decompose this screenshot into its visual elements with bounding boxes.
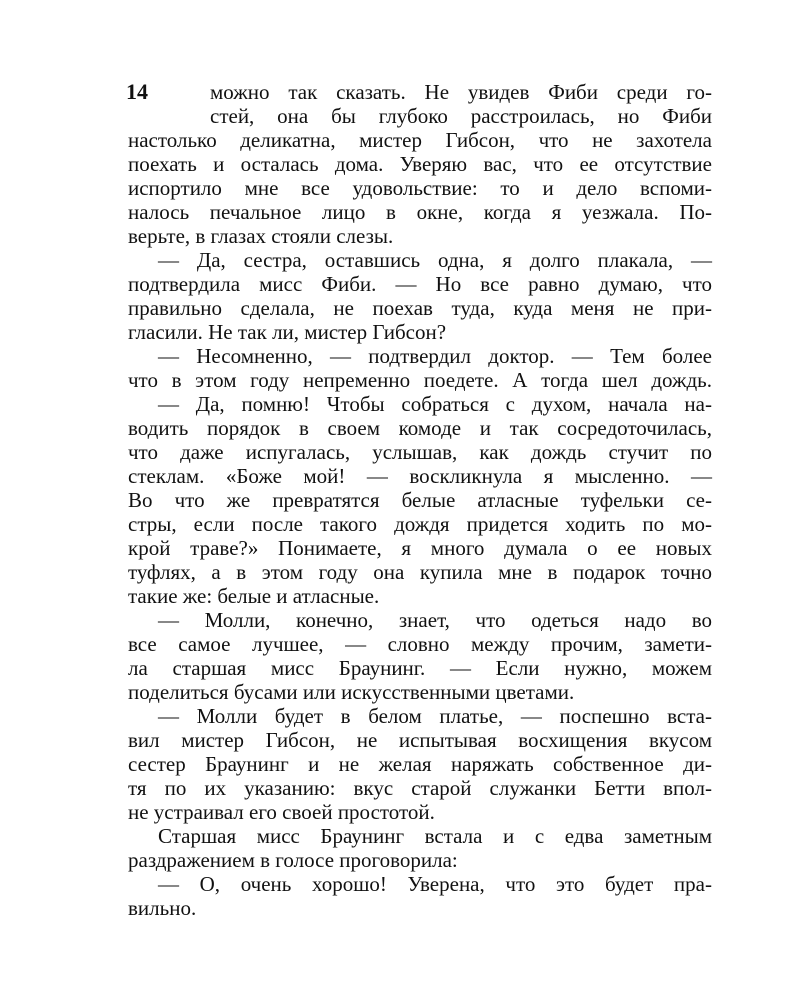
text-line: все самое лучшее, — словно между прочим, замети-: [128, 632, 712, 656]
text-line: Старшая мисс Браунинг встала и с едва заметным: [158, 824, 712, 848]
text-line: гласили. Не так ли, мистер Гибсон?: [128, 320, 447, 344]
text-line: поехать и осталась дома. Уверяю вас, что ее отсутствие: [128, 152, 712, 176]
text-line: раздражением в голосе проговорила:: [128, 848, 458, 872]
text-line: тя по их указанию: вкус старой служанки Бетти впол-: [128, 776, 712, 800]
text-line: Во что же превратятся белые атласные туфельки се-: [128, 488, 712, 512]
text-line: стеклам. «Боже мой! — воскликнула я мысленно. —: [128, 464, 712, 488]
text-line: стей, она бы глубоко расстроилась, но Фиби: [210, 104, 712, 128]
text-line: вил мистер Гибсон, не испытывая восхищения вкусом: [128, 728, 712, 752]
text-line: поделиться бусами или искусственными цветами.: [128, 680, 575, 704]
text-line: такие же: белые и атласные.: [128, 584, 380, 608]
text-line: вильно.: [128, 896, 197, 920]
text-line: водить порядок в своем комоде и так сосредоточилась,: [128, 416, 712, 440]
text-line: — О, очень хорошо! Уверена, что это будет пра-: [158, 872, 712, 896]
page-number: 14: [126, 79, 148, 104]
text-line: верьте, в глазах стояли слезы.: [128, 224, 394, 248]
text-line: стры, если после такого дождя придется ходить по мо-: [128, 512, 712, 536]
text-line: — Несомненно, — подтвердил доктор. — Тем более: [158, 344, 712, 368]
text-line: крой траве?» Понимаете, я много думала о ее новых: [128, 536, 712, 560]
text-line: испортило мне все удовольствие: то и дело вспоми-: [128, 176, 712, 200]
text-line: что в этом году непременно поедете. А тогда шел дождь.: [128, 368, 712, 392]
text-line: можно так сказать. Не увидев Фиби среди го-: [210, 80, 712, 104]
text-line: ла старшая мисс Браунинг. — Если нужно, можем: [128, 656, 712, 680]
text-line: правильно сделала, не поехав туда, куда меня не при-: [128, 296, 712, 320]
text-line: — Молли будет в белом платье, — поспешно вста-: [158, 704, 712, 728]
text-line: туфлях, а в этом году она купила мне в подарок точно: [128, 560, 712, 584]
text-line: — Молли, конечно, знает, что одеться надо во: [158, 608, 712, 632]
text-line: налось печальное лицо в окне, когда я уезжала. По-: [128, 200, 712, 224]
text-line: — Да, сестра, оставшись одна, я долго плакала, —: [158, 248, 712, 272]
text-line: — Да, помню! Чтобы собраться с духом, начала на-: [158, 392, 712, 416]
text-line: подтвердила мисс Фиби. — Но все равно думаю, что: [128, 272, 712, 296]
text-line: что даже испугалась, услышав, как дождь стучит по: [128, 440, 712, 464]
text-line: не устраивал его своей простотой.: [128, 800, 435, 824]
text-line: настолько деликатна, мистер Гибсон, что не захотела: [128, 128, 712, 152]
text-line: сестер Браунинг и не желая наряжать собственное ди-: [128, 752, 712, 776]
